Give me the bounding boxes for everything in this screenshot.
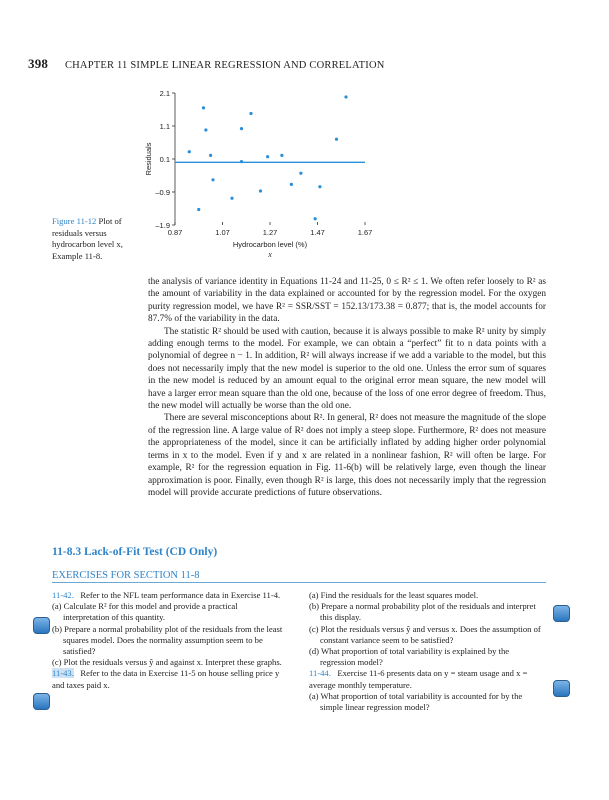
exercise-part: (b) Prepare a normal probability plot of the residuals from the least squares model. Does the normality assumption seem to be satisfied? xyxy=(52,623,283,657)
exercise-part: (a) What proportion of total variability is accounted for by the simple linear regression model? xyxy=(309,690,523,713)
y-tick-label: 1.1 xyxy=(159,122,170,131)
y-axis-label: Residuals xyxy=(144,142,153,176)
cd-icon xyxy=(33,693,50,710)
cd-icon xyxy=(553,680,570,697)
exercise-11-44 xyxy=(309,668,546,690)
exercise-11-43 xyxy=(52,668,284,690)
x-tick-label: 1.07 xyxy=(215,228,230,237)
cd-icon xyxy=(33,617,50,634)
data-point xyxy=(335,138,338,141)
exercise-text: Exercise 11-6 presents data on y = steam usage and x = average monthly temperature. xyxy=(309,668,528,690)
y-tick-label: –0.9 xyxy=(155,188,170,197)
exercise-text: Refer to the data in Exercise 11-5 on house selling price y and taxes paid x. xyxy=(52,668,280,690)
exercise-number: 11-42. xyxy=(52,590,74,600)
data-point xyxy=(197,208,200,211)
paragraph-1: the analysis of variance identity in Equations 11-24 and 11-25, 0 ≤ R² ≤ 1. We often refer loosely to R² as the amount of variability in the data explained or accounted for by the regression model. For the oxygen purity regression model, we have R² = SSR/SST = 152.13/173.38 = 0.877; that is, the model accounts for 87.7% of the variability in the data. xyxy=(148,277,546,325)
data-point xyxy=(202,106,205,109)
x-axis-label: Hydrocarbon level (%) xyxy=(232,240,308,249)
exercise-number: 11-43. xyxy=(52,668,74,679)
exercise-part: (d) What proportion of total variability is explained by the regression model? xyxy=(309,646,510,668)
exercise-part: (c) Plot the residuals versus ŷ and against x. Interpret these graphs. xyxy=(52,657,282,668)
cd-icon xyxy=(553,605,570,622)
x-tick-label: 1.47 xyxy=(310,228,325,237)
x-axis-symbol: x xyxy=(268,250,272,259)
data-point xyxy=(209,154,212,157)
data-point xyxy=(290,183,293,186)
data-point xyxy=(266,155,269,158)
exercises-heading: EXERCISES FOR SECTION 11-8 xyxy=(52,570,546,583)
y-tick-label: –1.9 xyxy=(155,221,170,230)
data-point xyxy=(318,185,321,188)
figure-caption xyxy=(52,216,147,262)
figure-caption-text: Plot of residuals versus hydrocarbon level x, Example 11-8. xyxy=(52,216,123,261)
paragraph-2: The statistic R² should be used with caution, because it is always possible to make R² unity by simply adding enough terms to the model. For example, we can obtain a “perfect” fit to n data points with a polynomial of degree n − 1. In addition, R² will always increase if we add a variable to the model, but this does not necessarily imply that the new model is superior to the old one. Unless the error sum of squares in the new model is reduced by an amount equal to the original error mean square, the new model will have a larger error mean square than the old one, because of the loss of one error degree of freedom. Thus, the new model will actually be worse than the old one. xyxy=(148,326,546,412)
page-header xyxy=(28,56,385,72)
body-text xyxy=(148,276,546,499)
exercise-11-42 xyxy=(52,590,284,601)
data-point xyxy=(249,112,252,115)
exercise-part: (c) Plot the residuals versus ŷ and versus x. Does the assumption of constant variance seem to be satisfied? xyxy=(309,623,541,645)
exercise-part: (a) Find the residuals for the least squares model. xyxy=(309,590,479,600)
data-point xyxy=(299,172,302,175)
data-point xyxy=(240,127,243,130)
y-tick-label: 0.1 xyxy=(159,155,170,164)
exercise-number: 11-44. xyxy=(309,668,331,679)
x-tick-label: 1.67 xyxy=(357,228,373,237)
exercise-part: (b) Prepare a normal probability plot of the residuals and interpret this display. xyxy=(309,601,536,623)
data-point xyxy=(240,160,243,163)
data-point xyxy=(280,154,283,157)
section-title: 11-8.3 Lack-of-Fit Test (CD Only) xyxy=(52,546,218,558)
exercises-right-column xyxy=(309,590,546,713)
exercise-text: Refer to the NFL team performance data in Exercise 11-4. xyxy=(80,590,281,600)
figure-label: Figure 11-12 xyxy=(52,216,97,226)
exercise-part: (a) Calculate R² for this model and provide a practical interpretation of this quantity. xyxy=(52,601,238,623)
y-tick-label: 2.1 xyxy=(159,89,170,98)
data-point xyxy=(230,197,233,200)
data-point xyxy=(204,128,207,131)
x-tick-label: 1.27 xyxy=(262,228,278,237)
data-point xyxy=(259,189,262,192)
data-point xyxy=(344,95,347,98)
page-number: 398 xyxy=(28,56,49,71)
residual-plot xyxy=(140,85,380,265)
data-point xyxy=(314,217,317,220)
chapter-title: CHAPTER 11 SIMPLE LINEAR REGRESSION AND CORRELATION xyxy=(64,60,385,71)
exercises-left-column xyxy=(52,590,284,691)
x-tick-label: 0.87 xyxy=(167,228,183,237)
data-point xyxy=(188,150,191,153)
paragraph-3: There are several misconceptions about R². In general, R² does not measure the magnitude of the slope of the regression line. A large value of R² does not imply a steep slope. Furthermore, R² does not measure the appropriateness of the model, since it can be artificially inflated by adding higher order polynomial terms in x to the model. Even if y and x are related in a nonlinear fashion, R² will often be large. For example, R² for the regression equation in Fig. 11-6(b) will be relatively large, even though the linear approximation is poor. Finally, even though R² is large, this does not necessarily imply that the regression model will provide accurate predictions of future observations. xyxy=(148,413,546,498)
data-point xyxy=(211,178,214,181)
